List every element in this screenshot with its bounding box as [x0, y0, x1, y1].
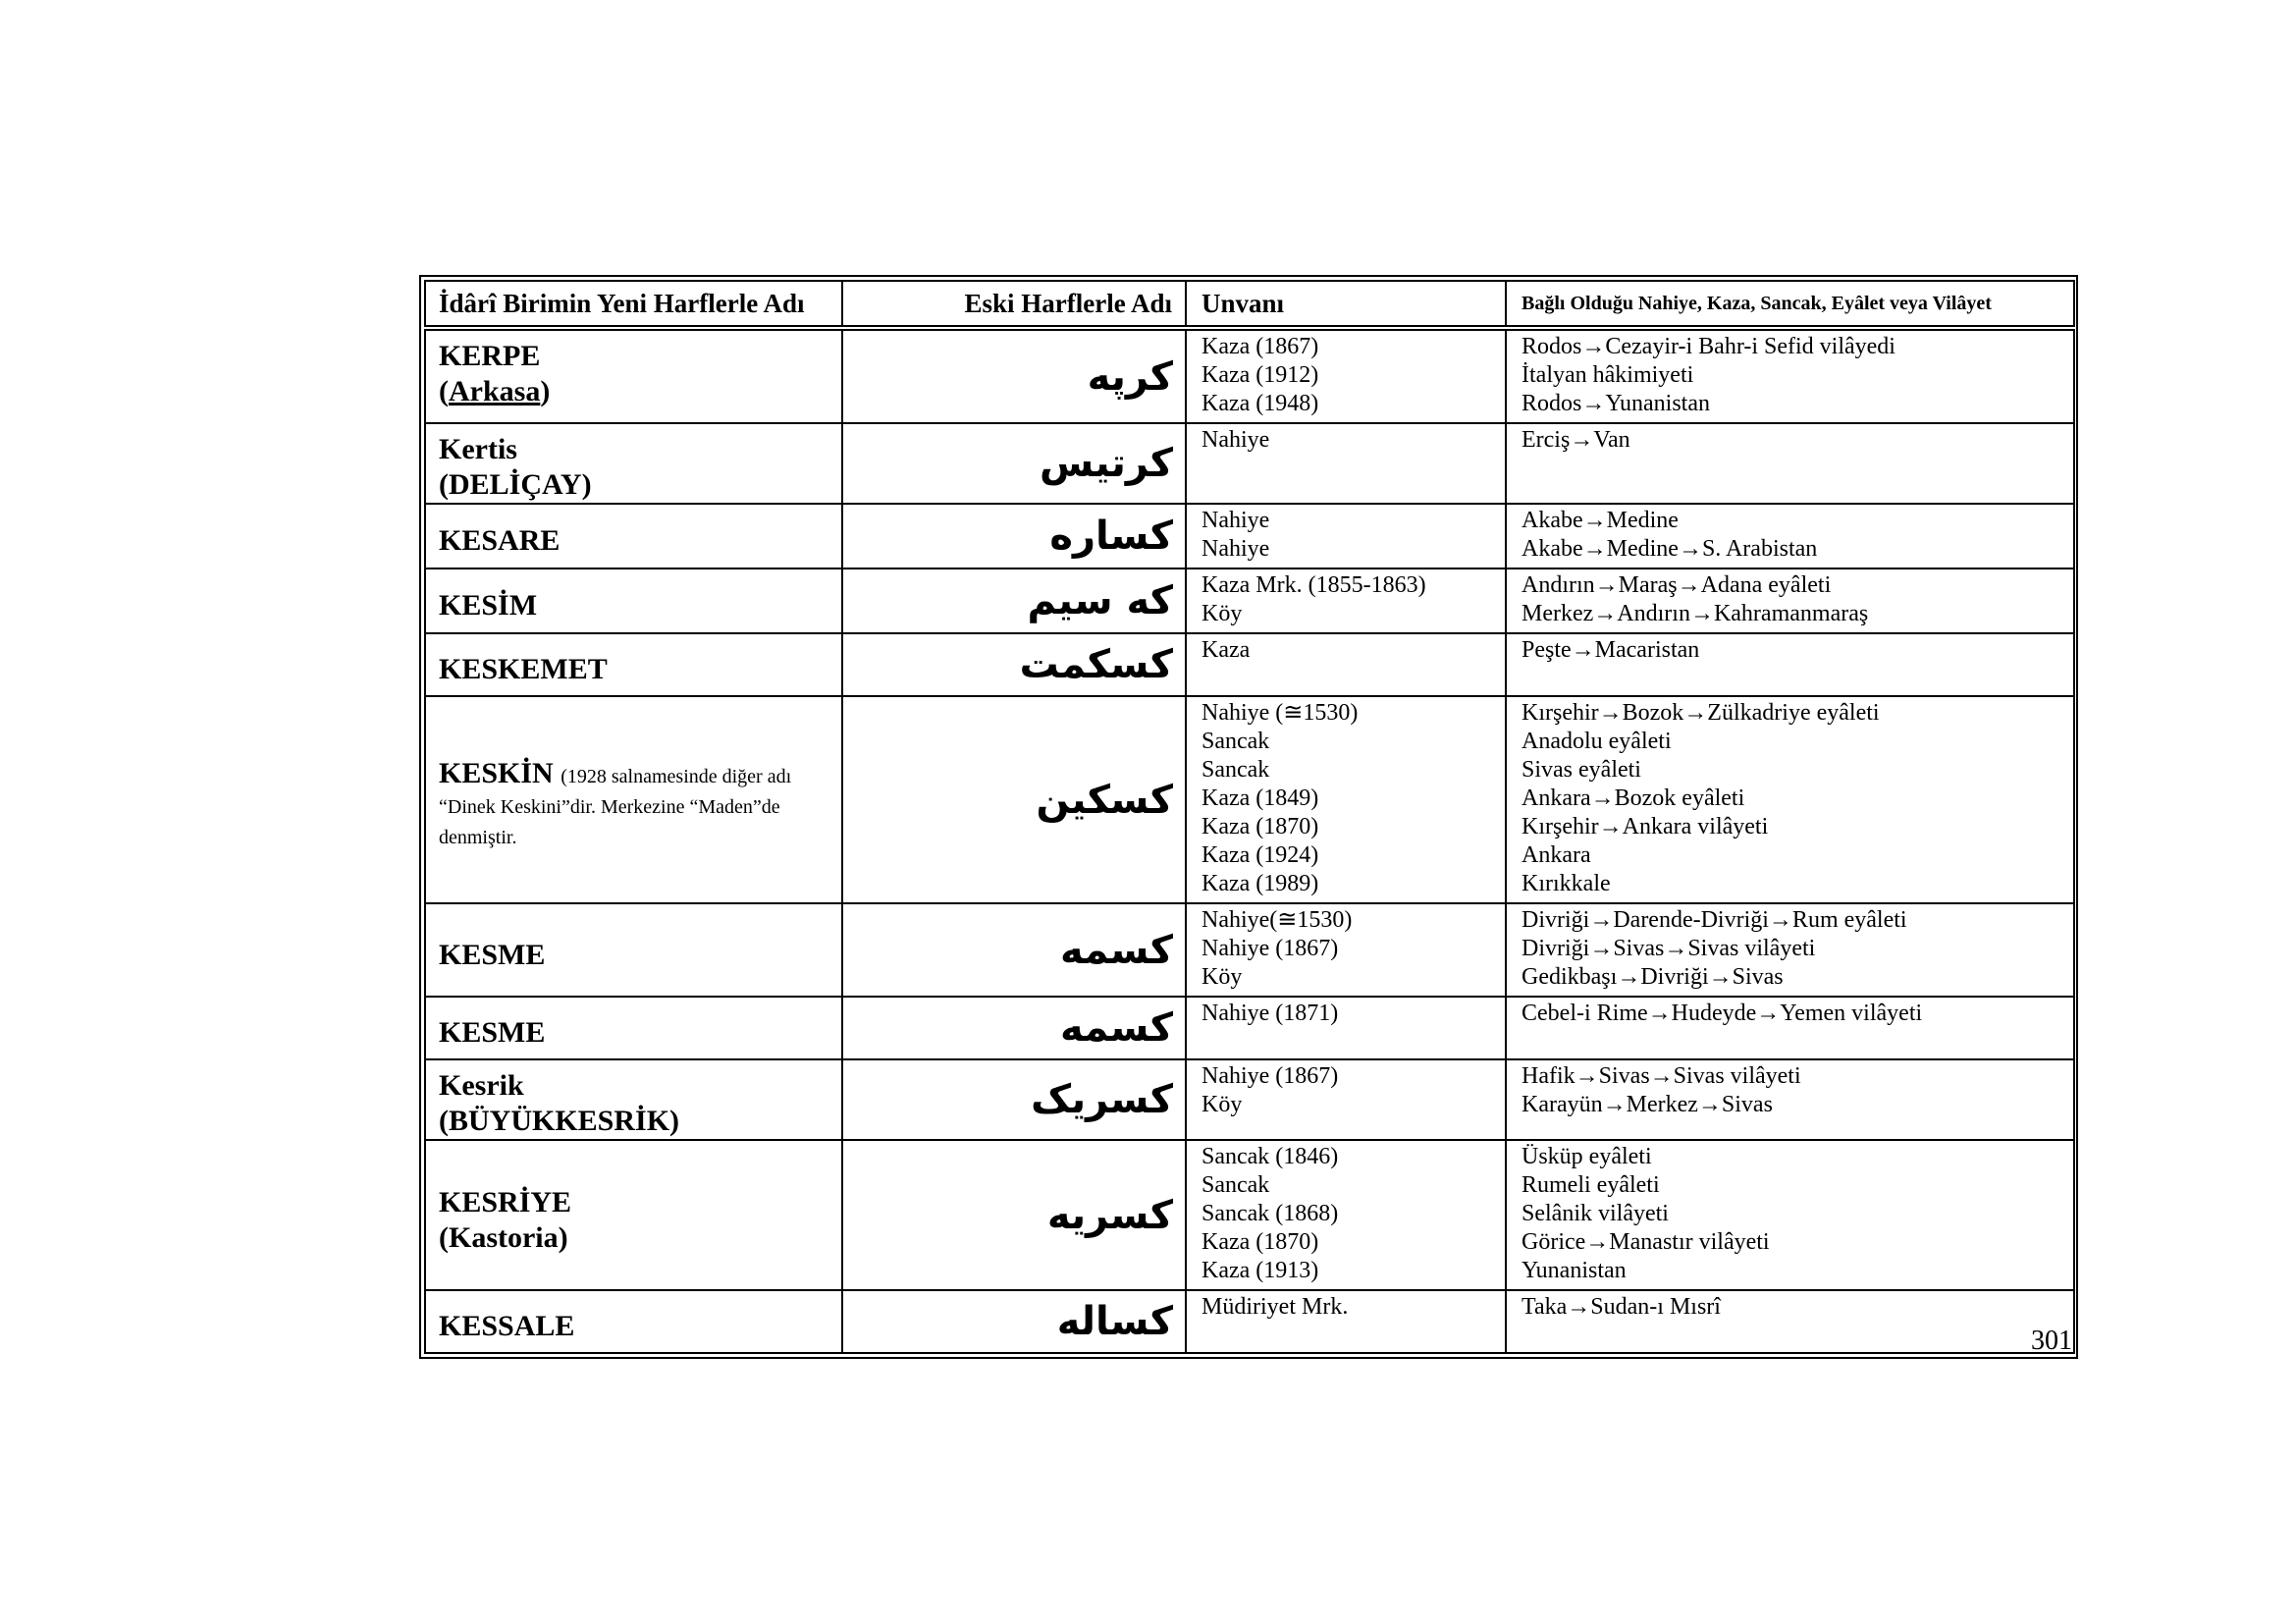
- entry-affiliation: Üsküp eyâleti Rumeli eyâleti Selânik vilâyeti Görice→Manastır vilâyeti Yunanistan: [1506, 1140, 2074, 1290]
- entry-name: Kertis (DELİÇAY): [425, 423, 842, 504]
- entry-arabic: كسريه: [842, 1140, 1186, 1290]
- table-row: [425, 696, 2074, 903]
- entry-title: Nahiye(≅1530) Nahiye (1867) Köy: [1186, 903, 1506, 997]
- table-row: [425, 330, 2074, 423]
- table-row: [425, 568, 2074, 633]
- entry-name: KESİM: [425, 568, 842, 633]
- entry-arabic: كرپه: [842, 330, 1186, 423]
- entry-affiliation: Cebel-i Rime→Hudeyde→Yemen vilâyeti: [1506, 997, 2074, 1059]
- page-number: 301: [2031, 1326, 2072, 1356]
- entry-affiliation: Taka→Sudan-ı Mısrî: [1506, 1290, 2074, 1353]
- table-row: [425, 1140, 2074, 1290]
- entry-title: Kaza Mrk. (1855-1863) Köy: [1186, 568, 1506, 633]
- table-row: [425, 903, 2074, 997]
- table-header-row: [425, 281, 2074, 326]
- entry-title: Müdiriyet Mrk.: [1186, 1290, 1506, 1353]
- entry-arabic: كساله: [842, 1290, 1186, 1353]
- entry-title: Sancak (1846) Sancak Sancak (1868) Kaza (1870) Kaza (1913): [1186, 1140, 1506, 1290]
- entry-affiliation: Erciş→Van: [1506, 423, 2074, 504]
- entry-alt-name: Arkasa: [449, 375, 541, 407]
- entry-arabic: كه سيم: [842, 568, 1186, 633]
- entry-arabic: كسكمت: [842, 633, 1186, 696]
- header-title: Unvanı: [1186, 281, 1506, 326]
- entry-arabic: كسمه: [842, 903, 1186, 997]
- entry-affiliation: Andırın→Maraş→Adana eyâleti Merkez→Andırın→Kahramanmaraş: [1506, 568, 2074, 633]
- table-row: [425, 423, 2074, 504]
- entry-affiliation: Kırşehir→Bozok→Zülkadriye eyâleti Anadolu eyâleti Sivas eyâleti Ankara→Bozok eyâleti Kırşehir→Ankara vilâyeti Ankara Kırıkkale: [1506, 696, 2074, 903]
- table-row: [425, 1290, 2074, 1353]
- entry-title: Kaza (1867) Kaza (1912) Kaza (1948): [1186, 330, 1506, 423]
- entry-affiliation: Rodos→Cezayir-i Bahr-i Sefid vilâyedi İtalyan hâkimiyeti Rodos→Yunanistan: [1506, 330, 2074, 423]
- header-affiliation: Bağlı Olduğu Nahiye, Kaza, Sancak, Eyâlet veya Vilâyet: [1506, 281, 2074, 326]
- table-row: [425, 1059, 2074, 1140]
- entry-arabic: كسريک: [842, 1059, 1186, 1140]
- header-new-name: İdârî Birimin Yeni Harflerle Adı: [425, 281, 842, 326]
- entry-affiliation: Akabe→Medine Akabe→Medine→S. Arabistan: [1506, 504, 2074, 568]
- entry-name: KESME: [425, 997, 842, 1059]
- entry-name: KESSALE: [425, 1290, 842, 1353]
- header-old-name: Eski Harflerle Adı: [842, 281, 1186, 326]
- table-row: [425, 504, 2074, 568]
- entry-title: Nahiye Nahiye: [1186, 504, 1506, 568]
- entry-alt-name: (Kastoria): [439, 1220, 568, 1254]
- entry-note: (1928 salnamesinde diğer adı “Dinek Keskini”dir. Merkezine “Maden”de denmiştir.: [439, 766, 792, 848]
- entry-alt-name: (BÜYÜKKESRİK): [439, 1105, 680, 1137]
- entry-affiliation: Divriği→Darende-Divriği→Rum eyâleti Divriği→Sivas→Sivas vilâyeti Gedikbaşı→Divriği→Sivas: [1506, 903, 2074, 997]
- entry-alt-name: (DELİÇAY): [439, 468, 592, 501]
- entry-name: KESARE: [425, 504, 842, 568]
- table-row: [425, 633, 2074, 696]
- entry-title: Nahiye (1871): [1186, 997, 1506, 1059]
- entry-arabic: كساره: [842, 504, 1186, 568]
- entry-title: Kaza: [1186, 633, 1506, 696]
- entry-name: KESRİYE (Kastoria): [425, 1140, 842, 1290]
- entry-affiliation: Peşte→Macaristan: [1506, 633, 2074, 696]
- entry-name: Kesrik (BÜYÜKKESRİK): [425, 1059, 842, 1140]
- entry-arabic: كسمه: [842, 997, 1186, 1059]
- entry-title: Nahiye (≅1530) Sancak Sancak Kaza (1849) Kaza (1870) Kaza (1924) Kaza (1989): [1186, 696, 1506, 903]
- table-row: [425, 997, 2074, 1059]
- entry-name: KESME: [425, 903, 842, 997]
- gazetteer-table-frame: [419, 275, 2078, 1359]
- entry-title: Nahiye (1867) Köy: [1186, 1059, 1506, 1140]
- gazetteer-table: [424, 280, 2075, 1354]
- entry-name: KESKEMET: [425, 633, 842, 696]
- entry-name: KESKİN (1928 salnamesinde diğer adı “Dinek Keskini”dir. Merkezine “Maden”de denmiştir.: [425, 696, 842, 903]
- entry-name: KERPE (Arkasa): [425, 330, 842, 423]
- entry-arabic: كسكين: [842, 696, 1186, 903]
- entry-title: Nahiye: [1186, 423, 1506, 504]
- entry-arabic: كرتيس: [842, 423, 1186, 504]
- entry-affiliation: Hafik→Sivas→Sivas vilâyeti Karayün→Merkez→Sivas: [1506, 1059, 2074, 1140]
